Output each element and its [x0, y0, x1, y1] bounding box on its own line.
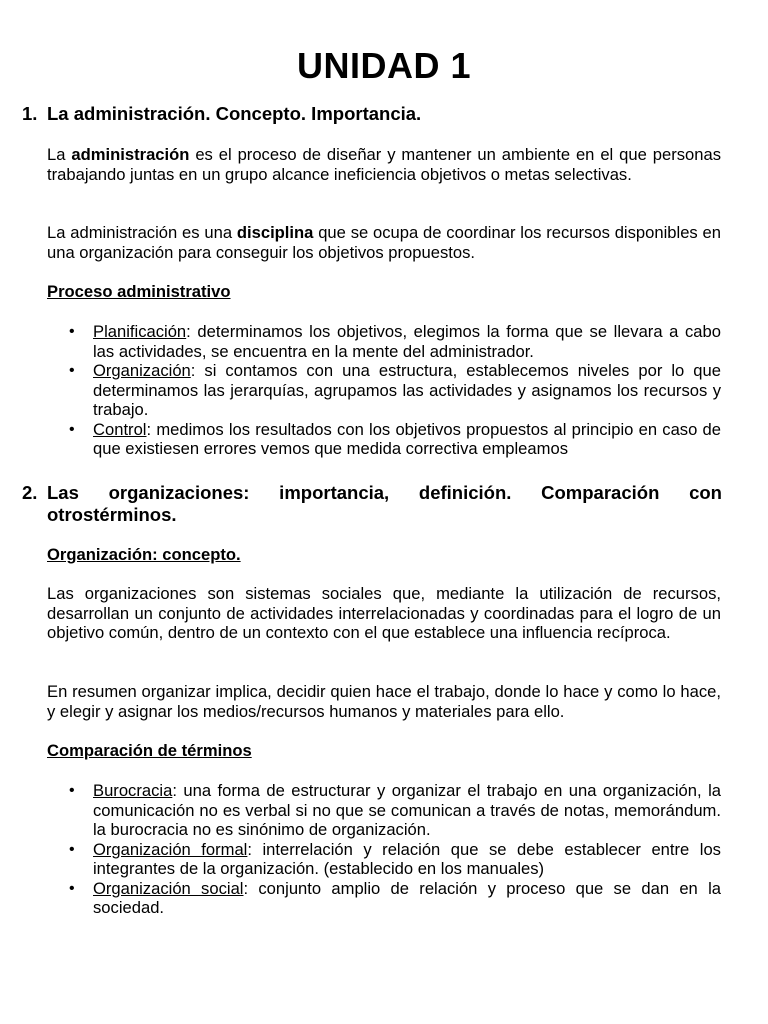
- bullet-icon: •: [69, 362, 75, 379]
- bullet-term: Planificación: [93, 322, 187, 341]
- section-2-subheading-comparison: Comparación de términos: [47, 741, 252, 760]
- bullet-icon: •: [69, 840, 75, 858]
- list-item: [47, 879, 721, 918]
- section-1-number: 1.: [22, 103, 38, 124]
- section-2-heading: [22, 482, 722, 526]
- list-item: [47, 322, 721, 361]
- bullet-text: : conjunto amplio de relación y proceso que se dan en la sociedad.: [93, 878, 721, 917]
- bullet-text: : si contamos con una estructura, establecemos niveles por lo que determinamos las jerarquías, agrupamos las actividades y asignamos los recursos y trabajo.: [93, 361, 721, 419]
- para-text: La: [47, 145, 72, 164]
- page-title: UNIDAD 1: [296, 45, 471, 86]
- bullet-text: : determinamos los objetivos, elegimos la forma que se llevara a cabo las actividades, se encuentra en la mente del administrador.: [93, 322, 721, 361]
- section-1-bullet-list: [47, 322, 721, 459]
- bullet-term: Burocracia: [93, 781, 173, 800]
- bullet-icon: •: [69, 879, 75, 897]
- bullet-term: Organización formal: [93, 839, 248, 859]
- para-text: La administración es una: [47, 223, 237, 242]
- section-1-subheading: Proceso administrativo: [47, 282, 231, 301]
- bullet-term: Organización social: [93, 878, 244, 898]
- para-bold-term: disciplina: [236, 223, 314, 242]
- bullet-text: : una forma de estructurar y organizar el trabajo en una organización, la comunicación no es verbal si no que se comunican a través de notas, memorándum. la burocracia no es sinónimo de organización.: [93, 781, 721, 839]
- section-1-heading: [22, 103, 722, 125]
- para-bold-term: administración: [71, 145, 190, 164]
- section-2-paragraph-1: Las organizaciones son sistemas sociales que, mediante la utilización de recursos, desarrollan un conjunto de actividades interrelacionadas y coordinadas para el logro de un objetivo común, dentro de un contexto con el que establece una influencia recíproca.: [47, 584, 721, 642]
- bullet-text: : medimos los resultados con los objetivos propuestos al principio en caso de que existiesen errores vemos que medida correctiva empleamos: [93, 419, 721, 458]
- section-2-paragraph-2: En resumen organizar implica, decidir quien hace el trabajo, donde lo hace y como lo hace, y elegir y asignar los medios/recursos humanos y materiales para ello.: [47, 682, 721, 721]
- section-2-bullet-list: [47, 781, 721, 918]
- section-2-title: Las organizaciones: importancia, definición. Comparación con otrostérminos.: [47, 482, 722, 525]
- list-item: [47, 420, 721, 459]
- para-text: es el proceso de diseñar y mantener un ambiente en el que personas trabajando juntas en un grupo alcance ineficiencia objetivos o metas selectivas.: [47, 145, 721, 184]
- list-item: [47, 781, 721, 840]
- section-2-number: 2.: [22, 482, 38, 503]
- bullet-icon: •: [69, 420, 75, 438]
- bullet-term: Organización: [93, 361, 191, 380]
- list-item: [47, 361, 721, 420]
- bullet-icon: •: [69, 323, 75, 340]
- bullet-text: : interrelación y relación que se debe establecer entre los integrantes de la organización. (establecido en los manuales): [93, 839, 721, 878]
- section-1-paragraph-2: [47, 223, 721, 262]
- section-2-subheading-concept: Organización: concepto.: [47, 545, 241, 564]
- bullet-term: Control: [93, 419, 147, 439]
- list-item: [47, 840, 721, 879]
- section-1-title: La administración. Concepto. Importancia.: [47, 103, 422, 124]
- bullet-icon: •: [69, 782, 75, 799]
- section-1-paragraph-1: [47, 145, 721, 184]
- para-text: que se ocupa de coordinar los recursos disponibles en una organización para conseguir los objetivos propuestos.: [47, 223, 721, 262]
